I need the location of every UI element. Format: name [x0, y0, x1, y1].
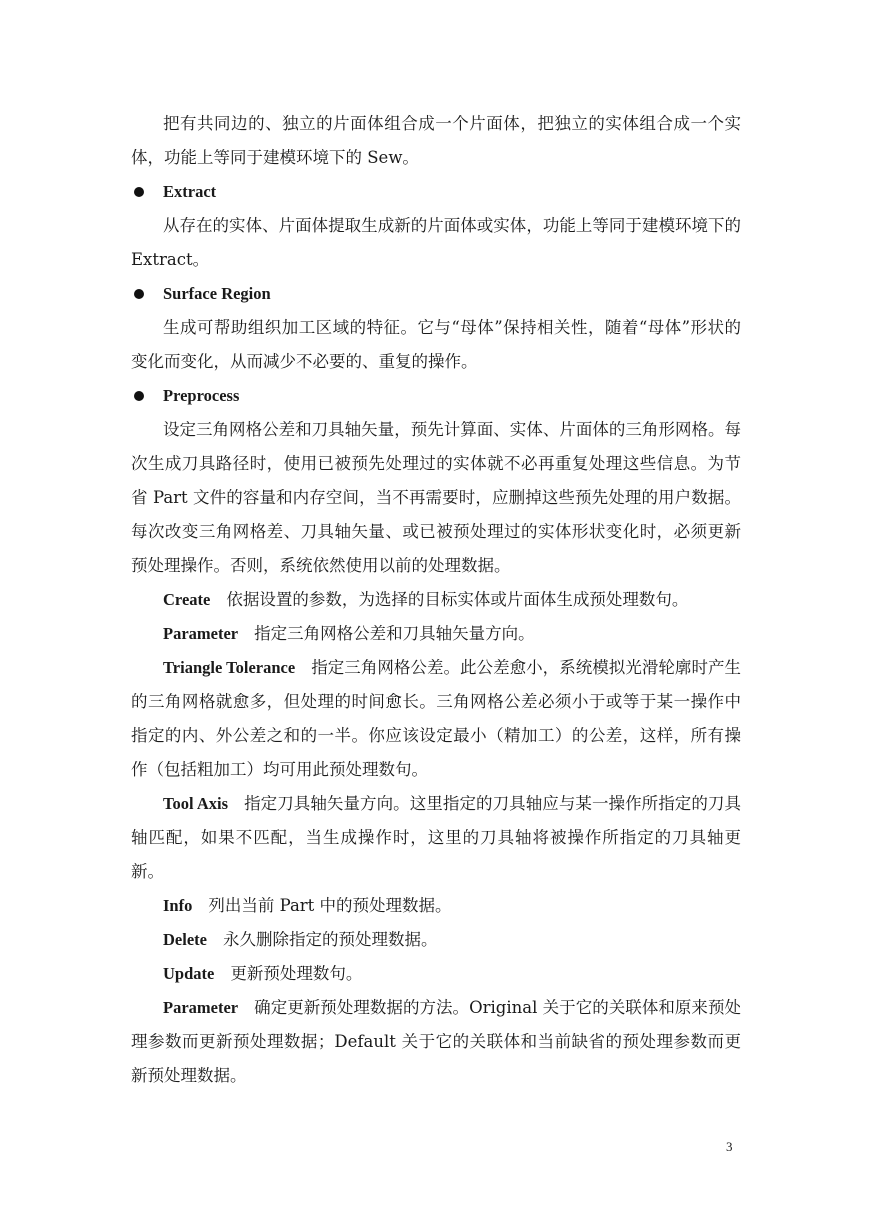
paragraph-preprocess: 设定三角网格公差和刀具轴矢量，预先计算面、实体、片面体的三角形网格。每次生成刀具路径时，使用已被预先处理过的实体就不必再重复处理这些信息。为节省 Part 文件的容量和内存空间，当不再需要时，应删掉这些预先处理的用户数据。每次改变三角网格差、刀具轴矢量、或已被预处理过的实体形状变化时，必须更新预处理操作。否则，系统依然使用以前的处理数据。	[131, 420, 741, 575]
term-description: 依据设置的参数，为选择的目标实体或片面体生成预处理数句。	[226, 590, 689, 609]
bullet-heading-extract	[131, 175, 741, 209]
term-description: 指定三角网格公差。此公差愈小，系统模拟光滑轮廓时产生的三角网格就愈多，但处理的时间愈长。三角网格公差必须小于或等于某一操作中指定的内、外公差之和的一半。你应该设定最小（精加工）的公差，这样，所有操作（包括粗加工）均可用此预处理数句。	[131, 658, 741, 779]
term-description: 指定三角网格公差和刀具轴矢量方向。	[254, 624, 535, 643]
term-label: Delete	[163, 930, 207, 949]
term-description: 永久删除指定的预处理数据。	[222, 930, 438, 949]
term-label: Tool Axis	[163, 794, 229, 813]
term-description: 更新预处理数句。	[230, 964, 363, 983]
term-update-parameter	[131, 991, 741, 1093]
heading-surface-region: Surface Region	[163, 284, 271, 303]
term-info	[131, 889, 741, 923]
bullet-heading-surface-region	[131, 277, 741, 311]
heading-extract: Extract	[163, 182, 217, 201]
term-label: Parameter	[163, 624, 239, 643]
term-tool-axis	[131, 787, 741, 889]
paragraph-sew: 把有共同边的、独立的片面体组合成一个片面体，把独立的实体组合成一个实体，功能上等同于建模环境下的 Sew。	[131, 114, 741, 167]
term-create	[131, 583, 741, 617]
term-label: Create	[163, 590, 211, 609]
bullet-dot-icon	[134, 289, 144, 299]
term-label: Parameter	[163, 998, 239, 1017]
term-parameter	[131, 617, 741, 651]
heading-preprocess: Preprocess	[163, 386, 240, 405]
bullet-dot-icon	[134, 391, 144, 401]
term-label: Triangle Tolerance	[163, 658, 296, 677]
term-label: Info	[163, 896, 193, 915]
term-delete	[131, 923, 741, 957]
document-body	[131, 107, 741, 1093]
term-triangle-tolerance	[131, 651, 741, 787]
term-description: 列出当前 Part 中的预处理数据。	[208, 896, 452, 915]
term-update	[131, 957, 741, 991]
paragraph-surface-region: 生成可帮助组织加工区域的特征。它与“母体”保持相关性，随着“母体”形状的变化而变化，从而减少不必要的、重复的操作。	[131, 318, 741, 371]
bullet-heading-preprocess	[131, 379, 741, 413]
bullet-dot-icon	[134, 187, 144, 197]
page-number: 3	[726, 1139, 733, 1154]
term-description: 指定刀具轴矢量方向。这里指定的刀具轴应与某一操作所指定的刀具轴匹配，如果不匹配，当生成操作时，这里的刀具轴将被操作所指定的刀具轴更新。	[131, 794, 741, 881]
term-description: 确定更新预处理数据的方法。Original 关于它的关联体和原来预处理参数而更新预处理数据；Default 关于它的关联体和当前缺省的预处理参数而更新预处理数据。	[131, 998, 741, 1085]
term-label: Update	[163, 964, 215, 983]
paragraph-extract: 从存在的实体、片面体提取生成新的片面体或实体，功能上等同于建模环境下的 Extract。	[131, 216, 741, 269]
